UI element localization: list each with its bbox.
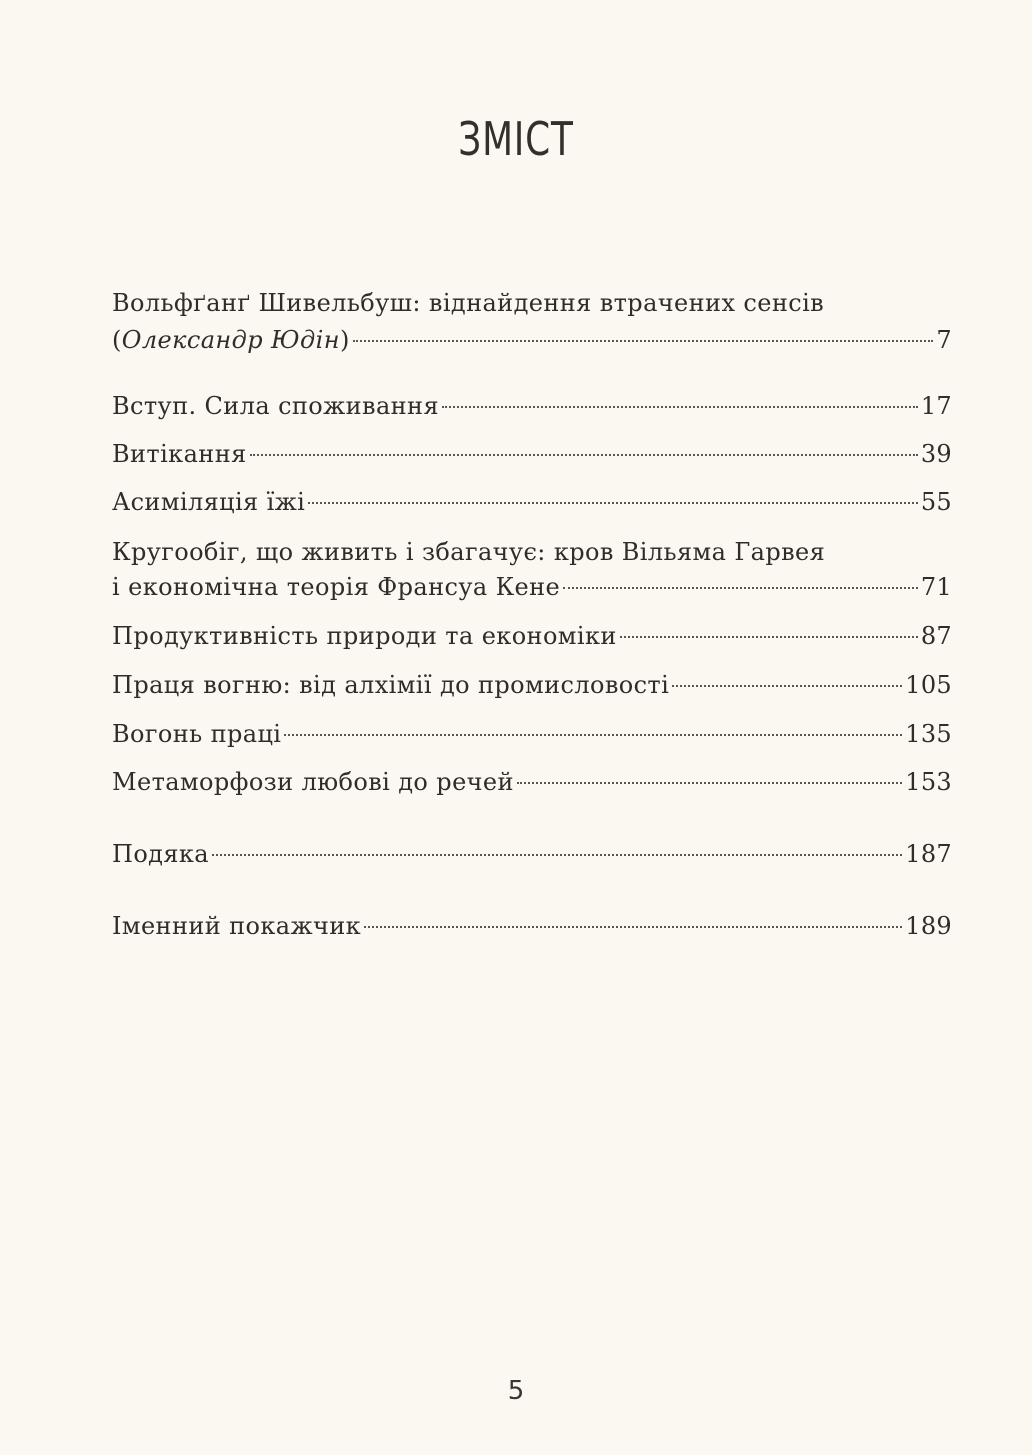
toc-page-number: 135 bbox=[905, 720, 952, 748]
toc-page-number: 187 bbox=[905, 840, 952, 868]
toc-entry-acknowledgements bbox=[112, 834, 952, 874]
toc-entry-title: Праця вогню: від алхімії до промисловості bbox=[112, 671, 670, 699]
toc-entry-title: Подяка bbox=[112, 840, 210, 868]
toc-entry-title: Витікання bbox=[112, 440, 247, 468]
toc-entry-introduction bbox=[112, 386, 952, 426]
toc-entry-title: Вогонь праці bbox=[112, 720, 282, 748]
toc-entry-title: Вступ. Сила споживання bbox=[112, 392, 439, 420]
toc-entry-foreword-line2 bbox=[112, 320, 952, 360]
toc-entry-title: Кругообіг, що живить і збагачує: кров Вільяма Гарвея bbox=[112, 538, 826, 566]
leader-dots bbox=[563, 587, 918, 589]
toc-entry-work-of-fire bbox=[112, 665, 952, 705]
toc-entry-author: (Олександр Юдін) bbox=[112, 326, 350, 354]
toc-entry-assimilation bbox=[112, 482, 952, 522]
toc-entry-title-continued: і економічна теорія Франсуа Кене bbox=[112, 573, 561, 601]
toc-page-number: 7 bbox=[936, 326, 952, 354]
leader-dots bbox=[308, 502, 918, 504]
toc-page-number: 17 bbox=[920, 392, 952, 420]
toc-entry-foreword-line1 bbox=[112, 283, 952, 323]
leader-dots bbox=[672, 685, 902, 687]
toc-entry-title: Продуктивність природи та економіки bbox=[112, 622, 617, 650]
toc-entry-title: Асиміляція їжі bbox=[112, 488, 306, 516]
leader-dots bbox=[212, 854, 902, 856]
toc-entry-index bbox=[112, 906, 952, 946]
leader-dots bbox=[517, 782, 902, 784]
page-number: 5 bbox=[507, 1376, 525, 1406]
toc-page-number: 87 bbox=[920, 622, 952, 650]
toc-entry-productivity bbox=[112, 616, 952, 656]
toc-page-number: 153 bbox=[905, 768, 952, 796]
toc-page-number: 105 bbox=[905, 671, 952, 699]
toc-entry-fire-of-work bbox=[112, 714, 952, 754]
toc-entry-metamorphoses bbox=[112, 762, 952, 802]
leader-dots bbox=[364, 926, 902, 928]
toc-entry-title: Іменний покажчик bbox=[112, 912, 362, 940]
toc-entry-title: Метаморфози любові до речей bbox=[112, 768, 514, 796]
toc-entry-circulation-line1 bbox=[112, 532, 952, 572]
toc-page-number: 189 bbox=[905, 912, 952, 940]
leader-dots bbox=[250, 454, 918, 456]
leader-dots bbox=[353, 340, 934, 342]
toc-entry-outflow bbox=[112, 434, 952, 474]
leader-dots bbox=[620, 636, 918, 638]
leader-dots bbox=[284, 734, 902, 736]
toc-entry-circulation-line2 bbox=[112, 567, 952, 607]
toc-page-number: 71 bbox=[920, 573, 952, 601]
leader-dots bbox=[442, 406, 918, 408]
toc-entry-title: Вольфґанґ Шивельбуш: віднайдення втрачених сенсів bbox=[112, 289, 825, 317]
toc-page-number: 55 bbox=[920, 488, 952, 516]
page-title: ЗМІСТ bbox=[458, 112, 574, 166]
toc-page-number: 39 bbox=[920, 440, 952, 468]
